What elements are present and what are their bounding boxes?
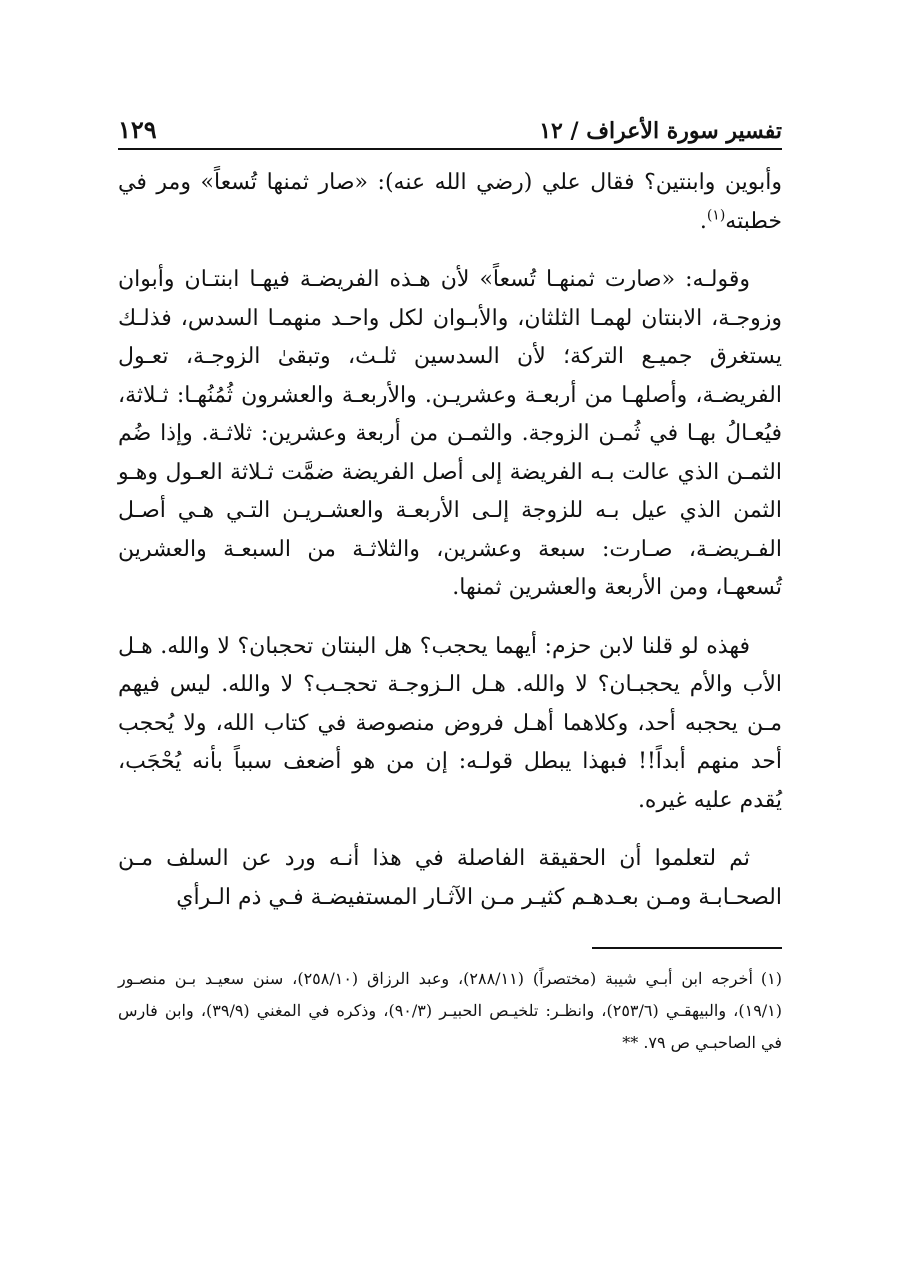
footnotes (118, 963, 782, 1059)
footnote-1 (118, 963, 782, 1059)
paragraph-1-text: وأبوين وابنتين؟ فقال علي (رضي الله عنه): «صار ثمنها تُسعاً» ومر في خطبته (118, 170, 782, 234)
page-header (118, 100, 782, 150)
page-number: ١٢٩ (118, 115, 157, 144)
paragraph-1-end: . (699, 208, 707, 234)
paragraph-2: وقولـه: «صارت ثمنهـا تُسعاً» لأن هـذه الفريضـة فيهـا ابنتـان وأبوان وزوجـة، الابنتان لهمـا الثلثان، والأبـوان لكل واحـد منهمـا السدس، فذلـك يستغرق جميـع التركة؛ لأن السدسين ثلـث، وتبقىٰ الزوجـة، تعـول الفريضـة، وأصلهـا من أربعـة وعشريـن. والأربعـة والعشرون ثُمُنُهـا: ثـلاثة، فيُعـالُ بهـا في ثُمـن الزوجة. والثمـن من أربعة وعشرين: ثلاثـة. وإذا ضُم الثمـن الذي عالت بـه الفريضة إلى أصل الفريضة ضمَّت ثـلاثة العـول وهـو الثمن الذي عيل بـه للزوجة إلـى الأربعـة والعشـريـن التـي هـي أصـل الفـريضـة، صـارت: سبعة وعشرين، والثلاثـة من السبعـة والعشرين تُسعهـا، ومن الأربعة والعشرين ثمنها. (118, 267, 782, 600)
paragraph-1 (118, 164, 782, 241)
paragraph-4: ثم لتعلموا أن الحقيقة الفاصلة في هذا أنـه ورد عن السلف مـن الصحـابـة ومـن بعـدهـم كثيـر مـن الآثـار المستفيضـة فـي ذم الـرأي (118, 846, 782, 910)
main-text (118, 164, 782, 917)
footnote-text: أخرجه ابن أبـي شيبة (مختصراً) (٢٨٨/١١)، وعبد الرزاق (٢٥٨/١٠)، سنن سعيـد بـن منصـور (١٩/١)، والبيهقـي (٢٥٣/٦)، وانظـر: تلخيـص الحبيـر (٩٠/٣)، وذكره في المغني (٣٩/٩)، وابن فارس في الصاحبـي ص ٧٩. ** (118, 969, 783, 1052)
book-page (118, 100, 782, 1059)
footnote-divider (592, 947, 782, 949)
paragraph-3: فهذه لو قلنا لابن حزم: أيهما يحجب؟ هل البنتان تحجبان؟ لا والله. هـل الأب والأم يحجبـان؟ لا والله. هـل الـزوجـة تحجـب؟ لا والله. ليس فيهم مـن يحجبه أحد، وكلاهما أهـل فروض منصوصة في كتاب الله، ولا يُحجب أحد منهم أبداً!! فبهذا يبطل قولـه: إن من هو أضعف سبباً بأنه يُحْجَب، يُقدم عليه غيره. (118, 633, 782, 813)
running-title: تفسير سورة الأعراف / ١٢ (539, 118, 782, 144)
footnote-reference: (١) (706, 207, 726, 224)
footnote-number: (١) (760, 969, 782, 988)
